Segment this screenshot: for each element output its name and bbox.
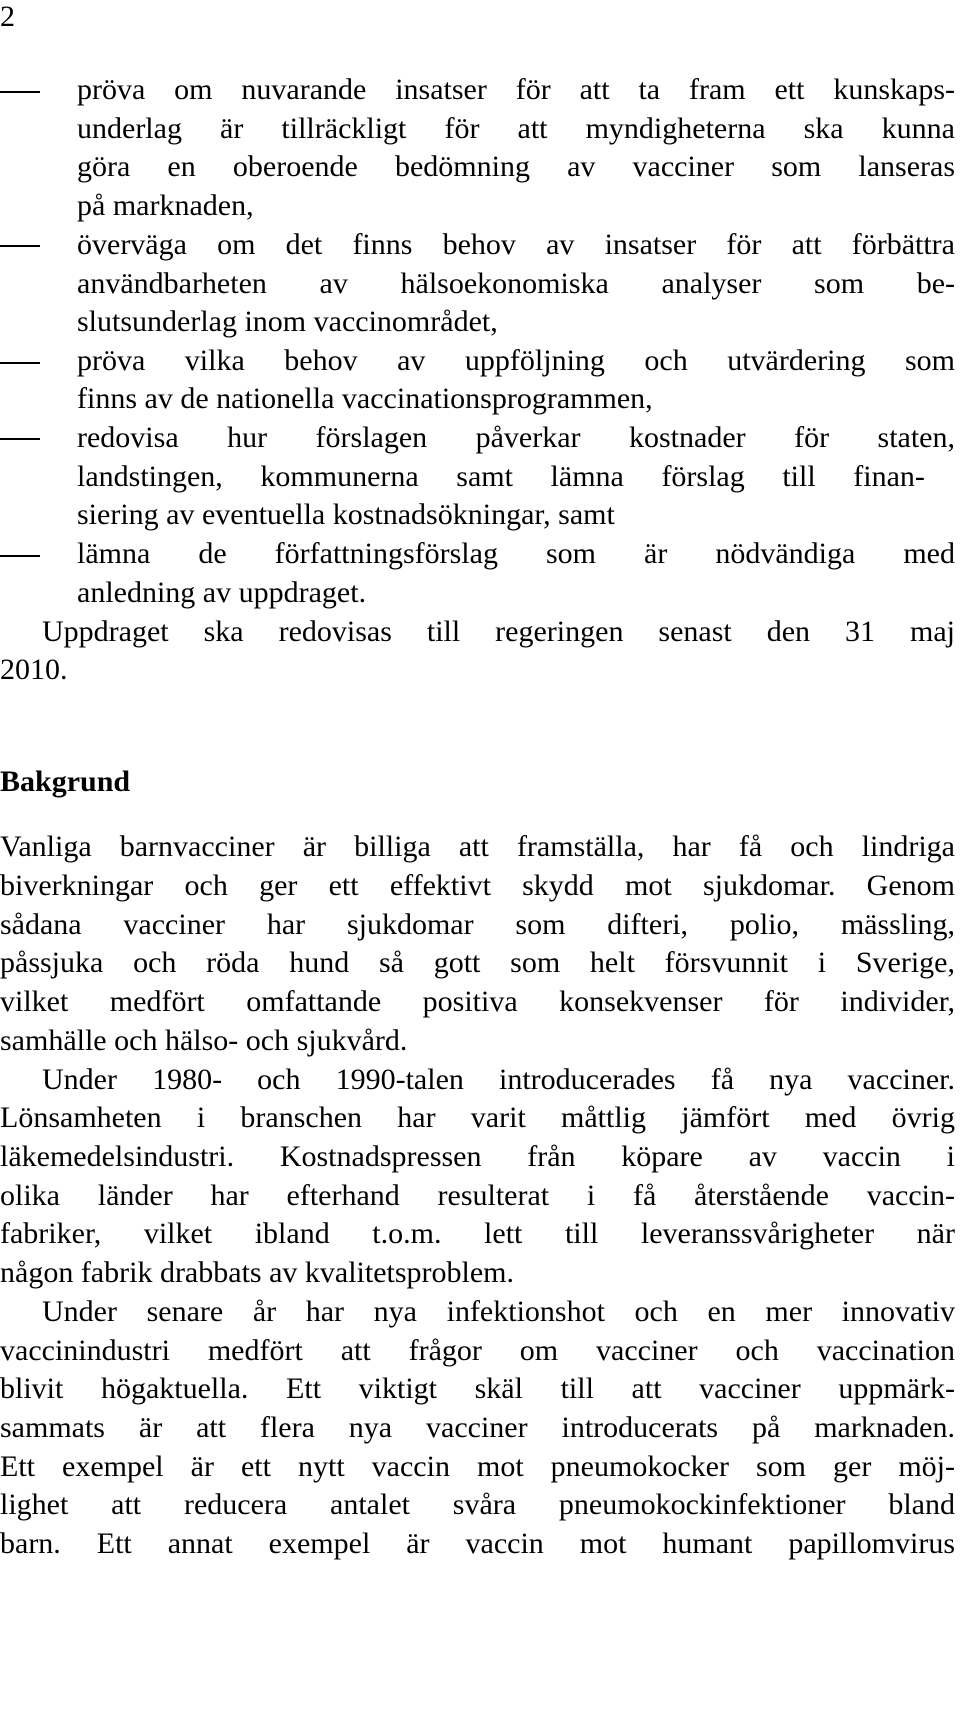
bullet-line: finns av de nationella vaccinationsprogrammen,	[77, 382, 653, 415]
paragraph-line: fabriker, vilket ibland t.o.m. lett till leveranssvårigheter när	[0, 1217, 955, 1250]
paragraph-line: någon fabrik drabbats av kvalitetsproblem.	[0, 1256, 515, 1289]
paragraph-line: vaccinindustri medfört att frågor om vacciner och vaccination	[0, 1334, 955, 1367]
bullet-line: göra en oberoende bedömning av vacciner som lanseras	[77, 150, 955, 183]
paragraph-line: läkemedelsindustri. Kostnadspressen från köpare av vaccin i	[0, 1140, 955, 1173]
text-line: 2010.	[0, 653, 68, 686]
bullet-line: underlag är tillräckligt för att myndigheterna ska kunna	[77, 112, 955, 145]
paragraph-line: påssjuka och röda hund så gott som helt försvunnit i Sverige,	[0, 946, 955, 979]
bullet-dash	[0, 245, 40, 247]
paragraph-line: Under senare år har nya infektionshot och en mer innovativ	[42, 1295, 955, 1328]
paragraph-line: vilket medfört omfattande positiva konsekvenser för individer,	[0, 985, 955, 1018]
paragraph-line: Ett exempel är ett nytt vaccin mot pneumokocker som ger möj-	[0, 1450, 955, 1483]
bullet-line: pröva om nuvarande insatser för att ta fram ett kunskaps-	[77, 73, 955, 106]
bullet-dash	[0, 362, 40, 364]
paragraph-line: Lönsamheten i branschen har varit måttlig jämfört med övrig	[0, 1101, 955, 1134]
bullet-dash	[0, 438, 40, 440]
bullet-dash	[0, 91, 40, 93]
section-heading: Bakgrund	[0, 765, 131, 798]
page-number: 2	[0, 0, 15, 33]
paragraph-line: olika länder har efterhand resulterat i få återstående vaccin-	[0, 1179, 955, 1212]
paragraph-line: barn. Ett annat exempel är vaccin mot humant papillomvirus	[0, 1527, 955, 1560]
bullet-line: på marknaden,	[77, 189, 254, 222]
bullet-line: redovisa hur förslagen påverkar kostnader för staten,	[77, 421, 955, 454]
paragraph-line: blivit högaktuella. Ett viktigt skäl till att vacciner uppmärk-	[0, 1372, 955, 1405]
paragraph-line: lighet att reducera antalet svåra pneumokockinfektioner bland	[0, 1488, 955, 1521]
paragraph-line: Vanliga barnvacciner är billiga att framställa, har få och lindriga	[0, 830, 955, 863]
bullet-line: siering av eventuella kostnadsökningar, samt	[77, 498, 615, 531]
paragraph-line: samhälle och hälso- och sjukvård.	[0, 1024, 408, 1057]
bullet-line: pröva vilka behov av uppföljning och utvärdering som	[77, 344, 955, 377]
bullet-dash	[0, 555, 40, 557]
bullet-line: överväga om det finns behov av insatser för att förbättra	[77, 228, 955, 261]
bullet-line: slutsunderlag inom vaccinområdet,	[77, 305, 498, 338]
paragraph-line: sammats är att flera nya vacciner introducerats på marknaden.	[0, 1411, 955, 1444]
text-line: Uppdraget ska redovisas till regeringen senast den 31 maj	[42, 615, 955, 648]
paragraph-line: biverkningar och ger ett effektivt skydd mot sjukdomar. Genom	[0, 869, 955, 902]
bullet-line: användbarheten av hälsoekonomiska analyser som be-	[77, 267, 955, 300]
paragraph-line: Under 1980- och 1990-talen introducerades få nya vacciner.	[42, 1063, 955, 1096]
bullet-line: lämna de författningsförslag som är nödvändiga med	[77, 537, 955, 570]
bullet-line: landstingen, kommunerna samt lämna förslag till finan-	[77, 460, 925, 493]
bullet-line: anledning av uppdraget.	[77, 576, 367, 609]
paragraph-line: sådana vacciner har sjukdomar som difteri, polio, mässling,	[0, 908, 955, 941]
